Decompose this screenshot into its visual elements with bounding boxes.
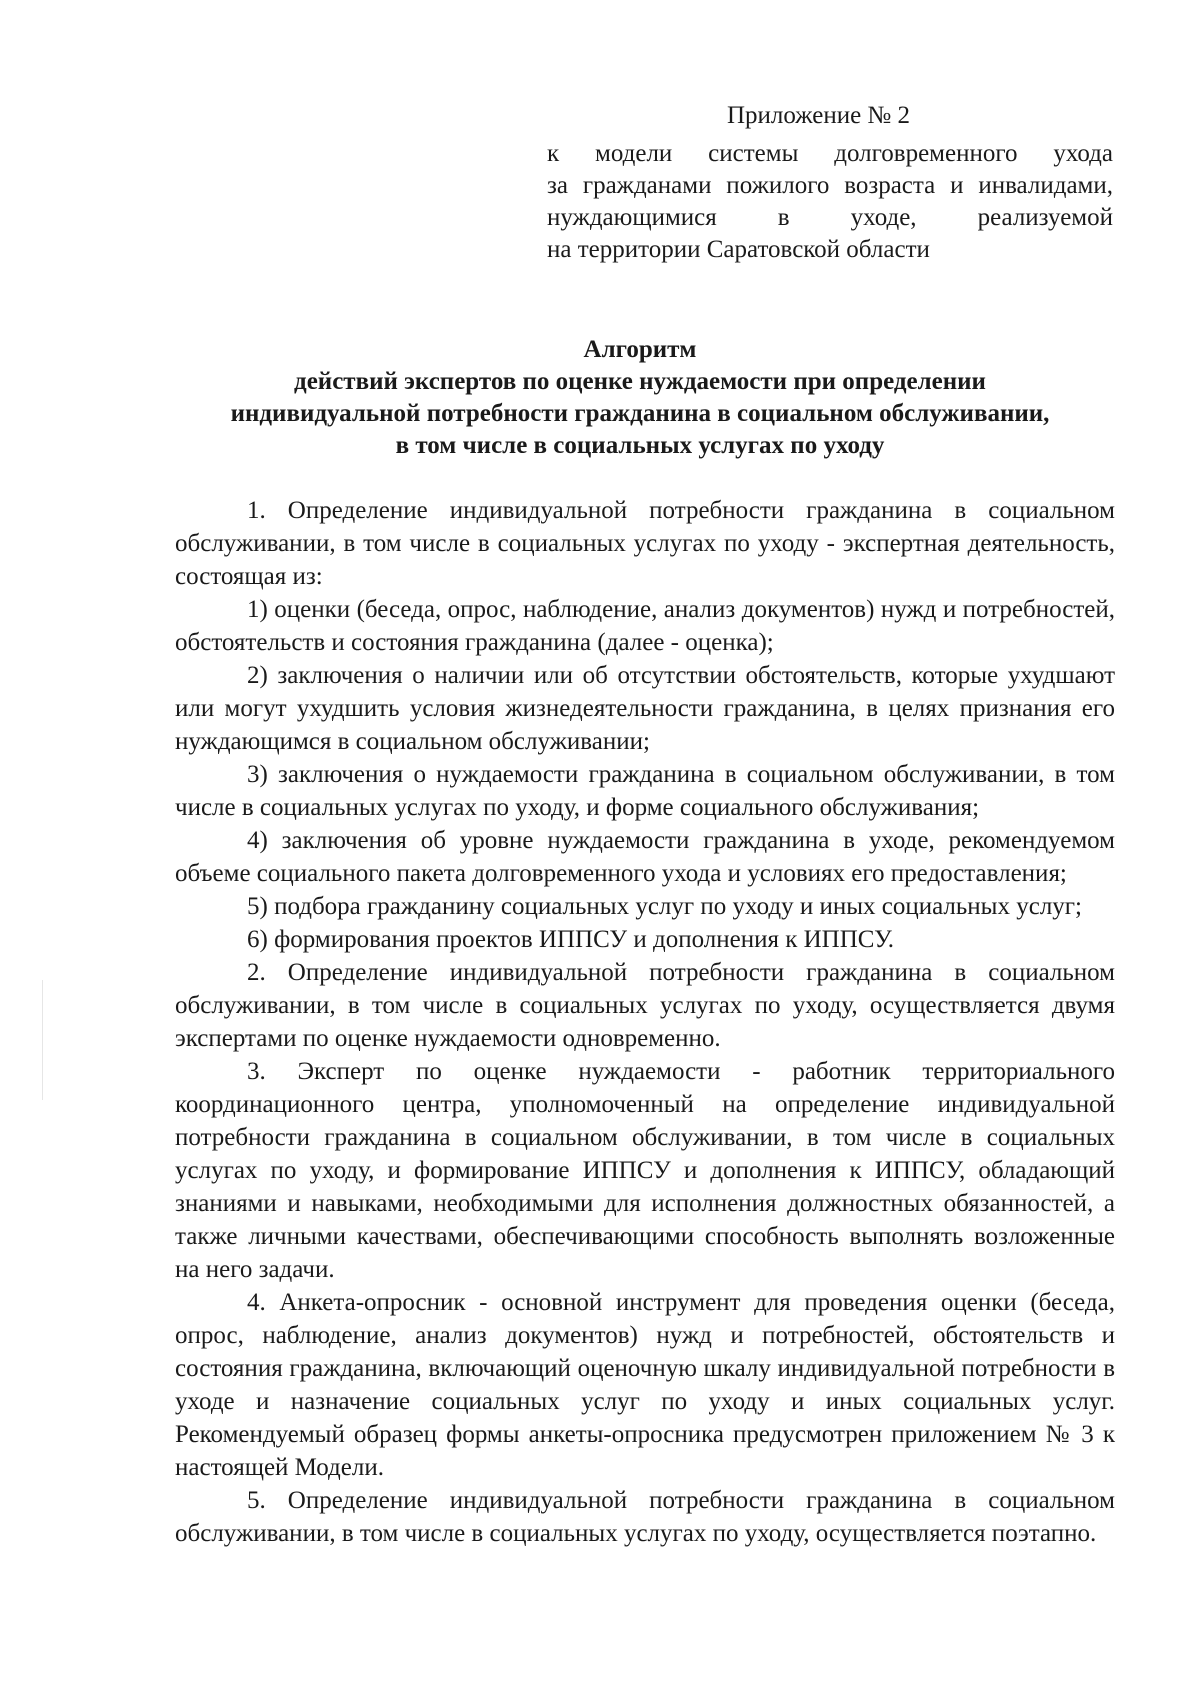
list-item-5: 5) подбора гражданину социальных услуг по уходу и иных социальных услуг; bbox=[247, 893, 1082, 920]
heading-line: действий экспертов по оценке нуждаемости при определении bbox=[294, 368, 986, 395]
heading-line: Алгоритм bbox=[583, 336, 697, 363]
list-item-2: 2) заключения о наличии или об отсутствии обстоятельств, которые ухудшают или могут ухудшить условия жизнедеятельности гражданина, в целях признания его нуждающимся в социальном обслуживании; bbox=[175, 662, 1115, 755]
scan-artifact-line bbox=[42, 980, 43, 1100]
document-heading bbox=[170, 334, 1110, 462]
paragraph-3: 3. Эксперт по оценке нуждаемости - работник территориального координационного центра, уполномоченный на определение индивидуальной потребности гражданина в социальном обслуживании, в том числе в социальных услугах по уходу, и формирование ИППСУ и дополнения к ИППСУ, обладающий знаниями и навыками, необходимыми для исполнения должностных обязанностей, а также личными качествами, обеспечивающими способность выполнять возложенные на него задачи. bbox=[175, 1058, 1115, 1283]
paragraph-1: 1. Определение индивидуальной потребности гражданина в социальном обслуживании, в том числе в социальных услугах по уходу - экспертная деятельность, состоящая из: bbox=[175, 497, 1115, 590]
appendix-line: к модели системы долговременного ухода bbox=[547, 140, 1113, 167]
paragraph-5: 5. Определение индивидуальной потребности гражданина в социальном обслуживании, в том числе в социальных услугах по уходу, осуществляется поэтапно. bbox=[175, 1487, 1115, 1547]
appendix-line: на территории Саратовской области bbox=[547, 236, 930, 263]
document-body bbox=[175, 494, 1115, 1550]
appendix-title: Приложение № 2 bbox=[727, 102, 911, 129]
list-item-3: 3) заключения о нуждаемости гражданина в социальном обслуживании, в том числе в социальных услугах по уходу, и форме социального обслуживания; bbox=[175, 761, 1115, 821]
heading-line: индивидуальной потребности гражданина в социальном обслуживании, bbox=[230, 400, 1050, 427]
list-item-1: 1) оценки (беседа, опрос, наблюдение, анализ документов) нужд и потребностей, обстоятельств и состояния гражданина (далее - оценка); bbox=[175, 596, 1115, 656]
list-item-6: 6) формирования проектов ИППСУ и дополнения к ИППСУ. bbox=[247, 926, 895, 953]
appendix-caption bbox=[547, 138, 1113, 266]
list-item-4: 4) заключения об уровне нуждаемости гражданина в уходе, рекомендуемом объеме социального пакета долговременного ухода и условиях его предоставления; bbox=[175, 827, 1115, 887]
appendix-line: нуждающимися в уходе, реализуемой bbox=[547, 204, 1113, 231]
paragraph-2: 2. Определение индивидуальной потребности гражданина в социальном обслуживании, в том числе в социальных услугах по уходу, осуществляется двумя экспертами по оценке нуждаемости одновременно. bbox=[175, 959, 1115, 1052]
paragraph-4: 4. Анкета-опросник - основной инструмент для проведения оценки (беседа, опрос, наблюдение, анализ документов) нужд и потребностей, обстоятельств и состояния гражданина, включающий оценочную шкалу индивидуальной потребности в уходе и назначение социальных услуг по уходу и иных социальных услуг. Рекомендуемый образец формы анкеты-опросника предусмотрен приложением № 3 к настоящей Модели. bbox=[175, 1289, 1115, 1481]
heading-line: в том числе в социальных услугах по уходу bbox=[395, 432, 885, 459]
appendix-line: за гражданами пожилого возраста и инвалидами, bbox=[547, 172, 1113, 199]
